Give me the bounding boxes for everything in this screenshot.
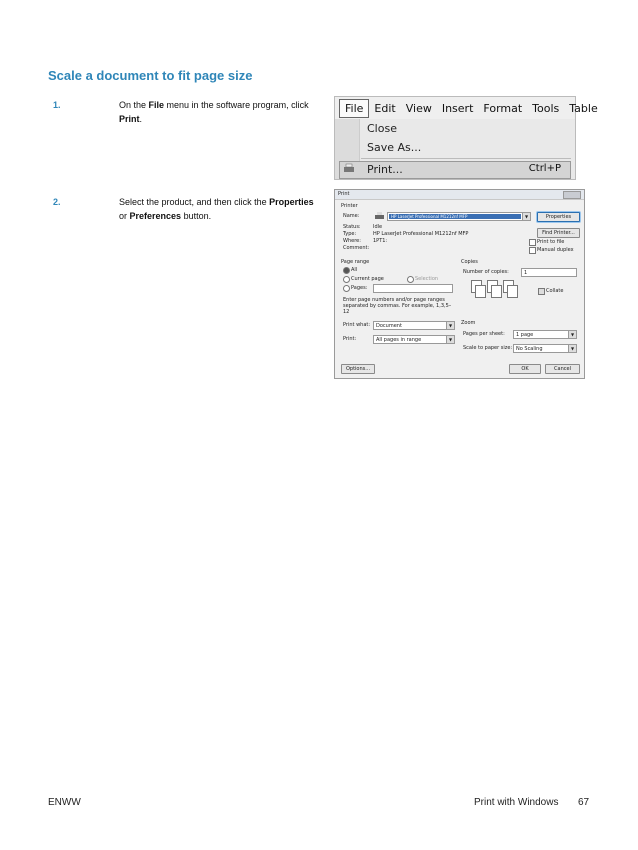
print-to-file-checkbox[interactable] xyxy=(529,239,536,246)
menu-bar xyxy=(335,97,598,119)
type-value: HP LaserJet Professional M1212nf MFP xyxy=(373,231,469,237)
cancel-button[interactable]: Cancel xyxy=(545,364,580,374)
properties-button[interactable]: Properties xyxy=(537,212,580,222)
print-dialog-screenshot xyxy=(334,189,585,379)
printer-name-select[interactable] xyxy=(387,212,531,221)
menu-view[interactable]: View xyxy=(405,101,432,115)
print-to-file-label: Print to file xyxy=(537,239,565,245)
collate-page-icon xyxy=(475,285,486,298)
comment-label: Comment: xyxy=(343,245,370,251)
type-label: Type: xyxy=(343,231,357,237)
print-select[interactable] xyxy=(373,335,455,344)
page-range-label: Page range xyxy=(341,259,370,265)
where-label: Where: xyxy=(343,238,361,244)
pages-per-sheet-value: 1 page xyxy=(516,332,534,338)
print-label: Print: xyxy=(343,336,357,342)
chevron-down-icon: ▼ xyxy=(568,331,576,338)
collate-checkbox[interactable] xyxy=(538,288,545,295)
number-of-copies-value: 1 xyxy=(524,270,528,276)
pages-input[interactable] xyxy=(373,284,453,293)
pages-per-sheet-select[interactable] xyxy=(513,330,577,339)
status-value: Idle xyxy=(373,224,383,230)
menu-table[interactable]: Table xyxy=(569,101,598,115)
collate-page-icon xyxy=(507,285,518,298)
ok-button[interactable]: OK xyxy=(509,364,541,374)
footer-left: ENWW xyxy=(48,797,81,808)
file-menu-screenshot xyxy=(334,96,598,180)
menu-edit[interactable]: Edit xyxy=(374,101,396,115)
close-icon[interactable] xyxy=(563,191,581,199)
step-2-number: 2. xyxy=(53,197,61,207)
options-button[interactable]: Options... xyxy=(341,364,375,374)
number-of-copies-input[interactable] xyxy=(521,268,577,277)
menu-format[interactable]: Format xyxy=(483,101,523,115)
name-label: Name: xyxy=(343,213,360,219)
selection-label: Selection xyxy=(415,276,439,282)
manual-duplex-label: Manual duplex xyxy=(537,247,574,253)
zoom-label: Zoom xyxy=(461,320,476,326)
printer-icon xyxy=(375,212,384,220)
pages-radio[interactable] xyxy=(343,285,350,292)
chevron-down-icon: ▼ xyxy=(446,322,454,329)
number-of-copies-label: Number of copies: xyxy=(463,269,509,275)
menu-separator xyxy=(361,158,571,159)
pages-per-sheet-label: Pages per sheet: xyxy=(463,331,505,337)
find-printer-button[interactable]: Find Printer... xyxy=(537,228,580,238)
step-2-text: Select the product, and then click the Properties or Preferences button. xyxy=(119,197,314,221)
print-shortcut: Ctrl+P xyxy=(528,163,561,174)
chevron-down-icon: ▼ xyxy=(568,345,576,352)
step-1-text: On the File menu in the software program, click Print. xyxy=(119,100,309,124)
collate-label: Collate xyxy=(546,288,564,294)
printer-icon xyxy=(343,163,355,174)
chevron-down-icon: ▼ xyxy=(446,336,454,343)
printer-section-label: Printer xyxy=(341,203,358,209)
dialog-title: Print xyxy=(338,191,350,197)
current-page-label: Current page xyxy=(351,276,384,282)
collate-page-icon xyxy=(491,285,502,298)
selection-radio[interactable] xyxy=(407,276,414,283)
printer-name-value: HP LaserJet Professional M1212nf MFP xyxy=(389,214,521,219)
menu-item-print[interactable]: Print... xyxy=(367,163,403,176)
scale-label: Scale to paper size: xyxy=(463,345,513,351)
page-range-hint: Enter page numbers and/or page ranges separated by commas. For example, 1,3,5–12 xyxy=(343,297,452,315)
pages-label: Pages: xyxy=(351,285,368,291)
menu-insert[interactable]: Insert xyxy=(441,101,474,115)
print-what-select[interactable] xyxy=(373,321,455,330)
current-page-radio[interactable] xyxy=(343,276,350,283)
manual-duplex-checkbox[interactable] xyxy=(529,247,536,254)
print-what-label: Print what: xyxy=(343,322,371,328)
step-1-number: 1. xyxy=(53,100,61,110)
all-label: All xyxy=(351,267,358,273)
all-radio[interactable] xyxy=(343,267,350,274)
footer-section: Print with Windows xyxy=(474,797,559,808)
dialog-titlebar xyxy=(335,190,584,200)
section-heading: Scale a document to fit page size xyxy=(48,68,253,83)
status-label: Status: xyxy=(343,224,361,230)
print-what-value: Document xyxy=(376,323,402,329)
where-value: 1PT1: xyxy=(373,238,388,244)
copies-label: Copies xyxy=(461,259,478,265)
menu-tools[interactable]: Tools xyxy=(532,101,560,115)
menu-item-save-as[interactable]: Save As... xyxy=(367,141,422,154)
chevron-down-icon: ▼ xyxy=(522,213,530,220)
print-value: All pages in range xyxy=(376,337,422,343)
scale-value: No Scaling xyxy=(516,346,543,352)
scale-select[interactable] xyxy=(513,344,577,353)
page-number: 67 xyxy=(578,797,590,808)
menu-file[interactable]: File xyxy=(339,99,369,118)
menu-item-close[interactable]: Close xyxy=(367,122,397,135)
